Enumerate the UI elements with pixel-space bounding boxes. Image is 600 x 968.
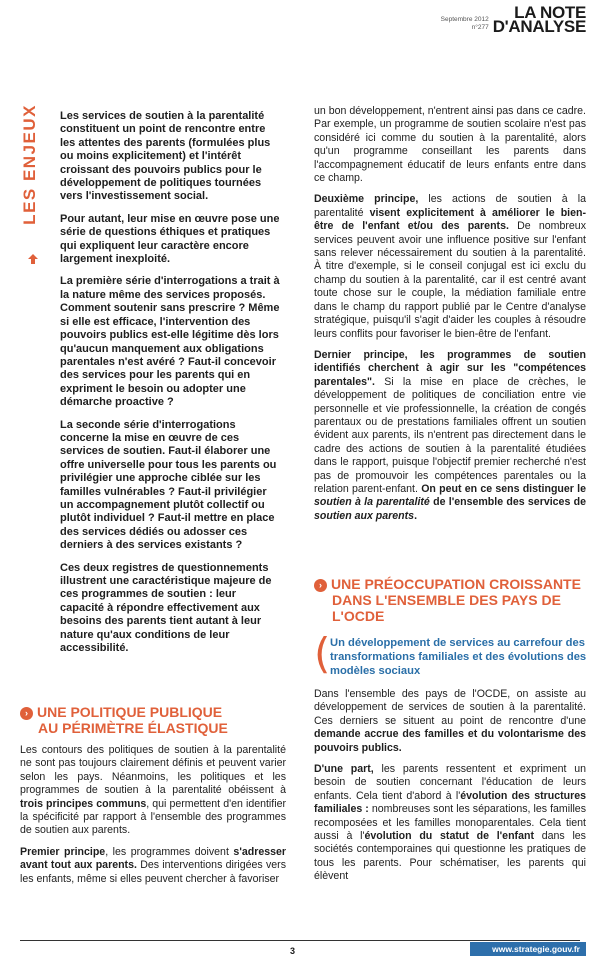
- section-1-title-line-1: UNE POLITIQUE PUBLIQUE: [37, 704, 223, 720]
- body-paragraph: Deuxième principe, les actions de soutien à la parentalité visent explicitement à améliorer le bien-être de l'enfant et/ou des parents. De nombreux services peuvent avoir une influence positive sur l'enfant sans relever nécessairement du soutien à la parentalité. À titre d'exemple, si le conseil conjugal est ici exclu du champ du soutien à la parentalité, car il est centré avant toute chose sur le couple, la médiation familiale entre dans le champ du rapport publié par le Centre d'analyse stratégique, puisqu'il s'agit d'aider les couples à résoudre leurs conflits pour favoriser le bien-être de l'enfant.: [314, 193, 586, 340]
- footer-divider: [20, 940, 580, 941]
- issue-info: [441, 16, 489, 32]
- section-1-title: [20, 704, 286, 736]
- section-2-paragraph: D'une part, les parents ressentent et expriment un besoin de soutien concernant l'éducation de leurs enfants. Cela tient d'abord à l'évolution des structures familiales : nombreuses sont les séparations, les familles recomposées et les familles monoparentales. Cela tient aussi à l'évolution du statut de l'enfant dans les sociétés contemporaines qui questionne les pratiques de tous les parents. Pour schématiser, les parents qui élèvent: [314, 763, 587, 883]
- enjeux-paragraph: La première série d'interrogations a trait à la nature même des services proposés. Comment soutenir sans prescrire ? Même si elle est efficace, l'intervention des pouvoirs publics est-elle légitime dès lors qu'aucun manquement aux obligations parentales n'est avéré ? Faut-il concevoir des services pour les parents qui en expriment le besoin ou adopter une démarche proactive ?: [60, 275, 280, 409]
- enjeux-paragraph: Pour autant, leur mise en œuvre pose une série de questions éthiques et pratiques qui expliquent leur caractère encore largement inexploité.: [60, 212, 280, 266]
- side-tag-label: LES ENJEUX: [20, 104, 39, 225]
- body-paragraph: Dernier principe, les programmes de soutien identifiés cherchent à agir sur les "compétences parentales". Si la mise en place de crèches, le développement de politiques de conciliation entre vie personnelle et vie professionnelle, la création de congés parentaux ou de prestations familiales offrent un soutien évident aux parents, ils n'entrent pas directement dans le cadre des actions de soutien à la parentalité étudiées dans le rapport, puisque l'objectif premier recherché n'est pas de promouvoir les compétences parentales ou la relation parent-enfant. On peut en ce sens distinguer le soutien à la parentalité de l'ensemble des services de soutien aux parents.: [314, 348, 586, 522]
- issue-date: Septembre 2012: [440, 16, 489, 23]
- section-2-title: [314, 576, 586, 624]
- section-1: [20, 704, 286, 894]
- arrow-bullet-icon: ›: [314, 579, 327, 592]
- enjeux-paragraph: Les services de soutien à la parentalité constituent un point de rencontre entre les attentes des parents (formulées plus ou moins explicitement) et l'intérêt croissant des pouvoirs publics pour le développement de politiques tournées vers l'investissement social.: [60, 110, 271, 203]
- body-paragraph: un bon développement, n'entrent ainsi pas dans ce cadre. Par exemple, un programme de soutien scolaire n'est pas considéré ici comme du soutien à la parentalité, alors qu'un programme conseillant les parents dans l'accompagnement éducatif de leurs enfants entre dans ce champ.: [314, 105, 586, 185]
- right-column: [314, 105, 586, 531]
- section-1-paragraph: Premier principe, les programmes doivent s'adresser avant tout aux parents. Des interventions dirigées vers les enfants, même si elles peuvent chercher à favoriser: [20, 845, 287, 885]
- section-2: [314, 576, 586, 624]
- chevron-up-icon: [28, 254, 38, 264]
- section-1-title-line-2: AU PÉRIMÈTRE ÉLASTIQUE: [38, 720, 228, 736]
- section-2-title-line-2: DANS L'ENSEMBLE DES PAYS DE: [332, 592, 561, 608]
- side-tag: [20, 104, 46, 264]
- enjeux-column: [60, 110, 280, 664]
- open-paren-decoration: (: [314, 629, 331, 678]
- section-2-title-line-1: UNE PRÉOCCUPATION CROISSANTE: [331, 576, 581, 592]
- section-2-paragraph: Dans l'ensemble des pays de l'OCDE, on assiste au développement de services de soutien à la parentalité. Ces derniers se situent au point de rencontre d'une demande accrue des familles et du volontarisme des pouvoirs publics.: [314, 688, 586, 754]
- publication-brand: [492, 3, 586, 36]
- enjeux-paragraph: La seconde série d'interrogations concerne la mise en œuvre de ces services de soutien. Faut-il élaborer une offre universelle pour tous les parents ou privilégier une approche ciblée sur les familles vulnérables ? Faut-il privilégier un accompagnement plutôt collectif ou plutôt individuel ? Faut-il mettre en place des services dédiés ou adosser ces derniers à des services existants ?: [60, 418, 277, 552]
- issue-number: n°277: [471, 24, 489, 31]
- section-2-title-line-3: L'OCDE: [332, 608, 385, 624]
- page-number: 3: [290, 946, 296, 956]
- section-2-body: [314, 688, 586, 892]
- brand-line-1: LA NOTE: [514, 3, 586, 22]
- arrow-bullet-icon: ›: [20, 707, 33, 720]
- section-2-subtitle: Un développement de services au carrefour des transformations familiales et des évolutions des modèles sociaux: [330, 637, 587, 677]
- header: [440, 3, 586, 36]
- enjeux-paragraph: Ces deux registres de questionnements illustrent une caractéristique majeure de ces programmes de soutien : leur capacité à répondre effectivement aux besoins des parents tient autant à leur nature qu'aux conditions de leur accessibilité.: [60, 561, 272, 655]
- website-link[interactable]: www.strategie.gouv.fr: [470, 942, 586, 956]
- section-1-paragraph: Les contours des politiques de soutien à la parentalité ne sont pas toujours clairement définis et peuvent varier selon les pays. Néanmoins, les politiques et les programmes de soutien à la parentalité obéissent à trois principes communs, qui permettent d'en identifier la spécificité par rapport à l'ensemble des programmes de soutien aux parents.: [20, 744, 287, 837]
- brand-line-2: D'ANALYSE: [492, 17, 586, 36]
